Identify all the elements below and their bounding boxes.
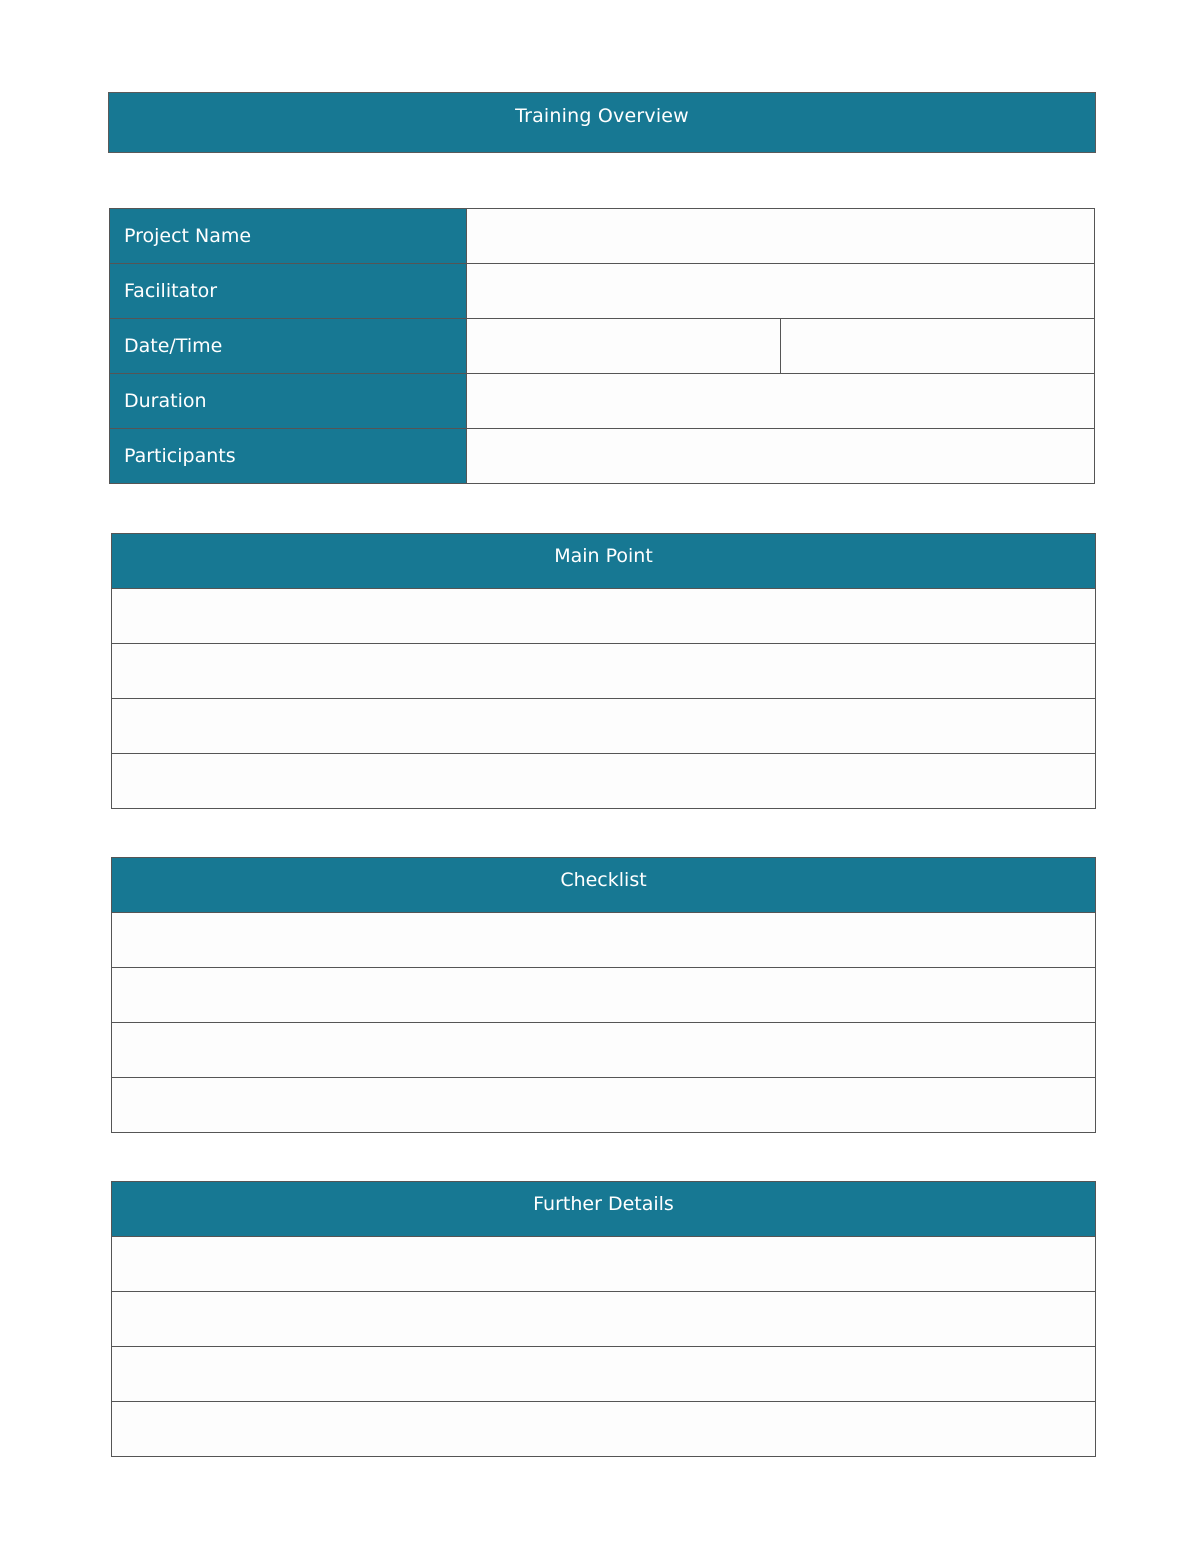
main-point-row[interactable] bbox=[112, 589, 1096, 644]
info-row-project-name bbox=[110, 209, 1095, 264]
label-date-time: Date/Time bbox=[110, 319, 467, 374]
further-details-row[interactable] bbox=[112, 1237, 1096, 1292]
section-title: Further Details bbox=[533, 1193, 674, 1215]
section-title: Checklist bbox=[560, 869, 647, 891]
label-duration: Duration bbox=[110, 374, 467, 429]
project-info-table bbox=[109, 208, 1095, 484]
checklist-row[interactable] bbox=[112, 1078, 1096, 1133]
further-details-row[interactable] bbox=[112, 1292, 1096, 1347]
field-time[interactable] bbox=[781, 319, 1095, 374]
main-point-row[interactable] bbox=[112, 699, 1096, 754]
label-participants: Participants bbox=[110, 429, 467, 484]
info-row-participants bbox=[110, 429, 1095, 484]
section-header bbox=[112, 858, 1096, 913]
main-point-section bbox=[111, 533, 1096, 809]
further-details-row[interactable] bbox=[112, 1402, 1096, 1457]
checklist-row[interactable] bbox=[112, 1023, 1096, 1078]
page-title: Training Overview bbox=[515, 105, 689, 127]
section-header bbox=[112, 1182, 1096, 1237]
checklist-row[interactable] bbox=[112, 913, 1096, 968]
section-title: Main Point bbox=[554, 545, 653, 567]
field-project-name[interactable] bbox=[467, 209, 1095, 264]
field-date[interactable] bbox=[467, 319, 781, 374]
label-project-name: Project Name bbox=[110, 209, 467, 264]
label-facilitator: Facilitator bbox=[110, 264, 467, 319]
main-point-row[interactable] bbox=[112, 754, 1096, 809]
info-row-date-time bbox=[110, 319, 1095, 374]
checklist-section bbox=[111, 857, 1096, 1133]
further-details-row[interactable] bbox=[112, 1347, 1096, 1402]
info-row-duration bbox=[110, 374, 1095, 429]
further-details-section bbox=[111, 1181, 1096, 1457]
field-duration[interactable] bbox=[467, 374, 1095, 429]
info-row-facilitator bbox=[110, 264, 1095, 319]
main-point-row[interactable] bbox=[112, 644, 1096, 699]
checklist-row[interactable] bbox=[112, 968, 1096, 1023]
section-header bbox=[112, 534, 1096, 589]
field-participants[interactable] bbox=[467, 429, 1095, 484]
field-facilitator[interactable] bbox=[467, 264, 1095, 319]
page-title-bar bbox=[108, 92, 1096, 153]
